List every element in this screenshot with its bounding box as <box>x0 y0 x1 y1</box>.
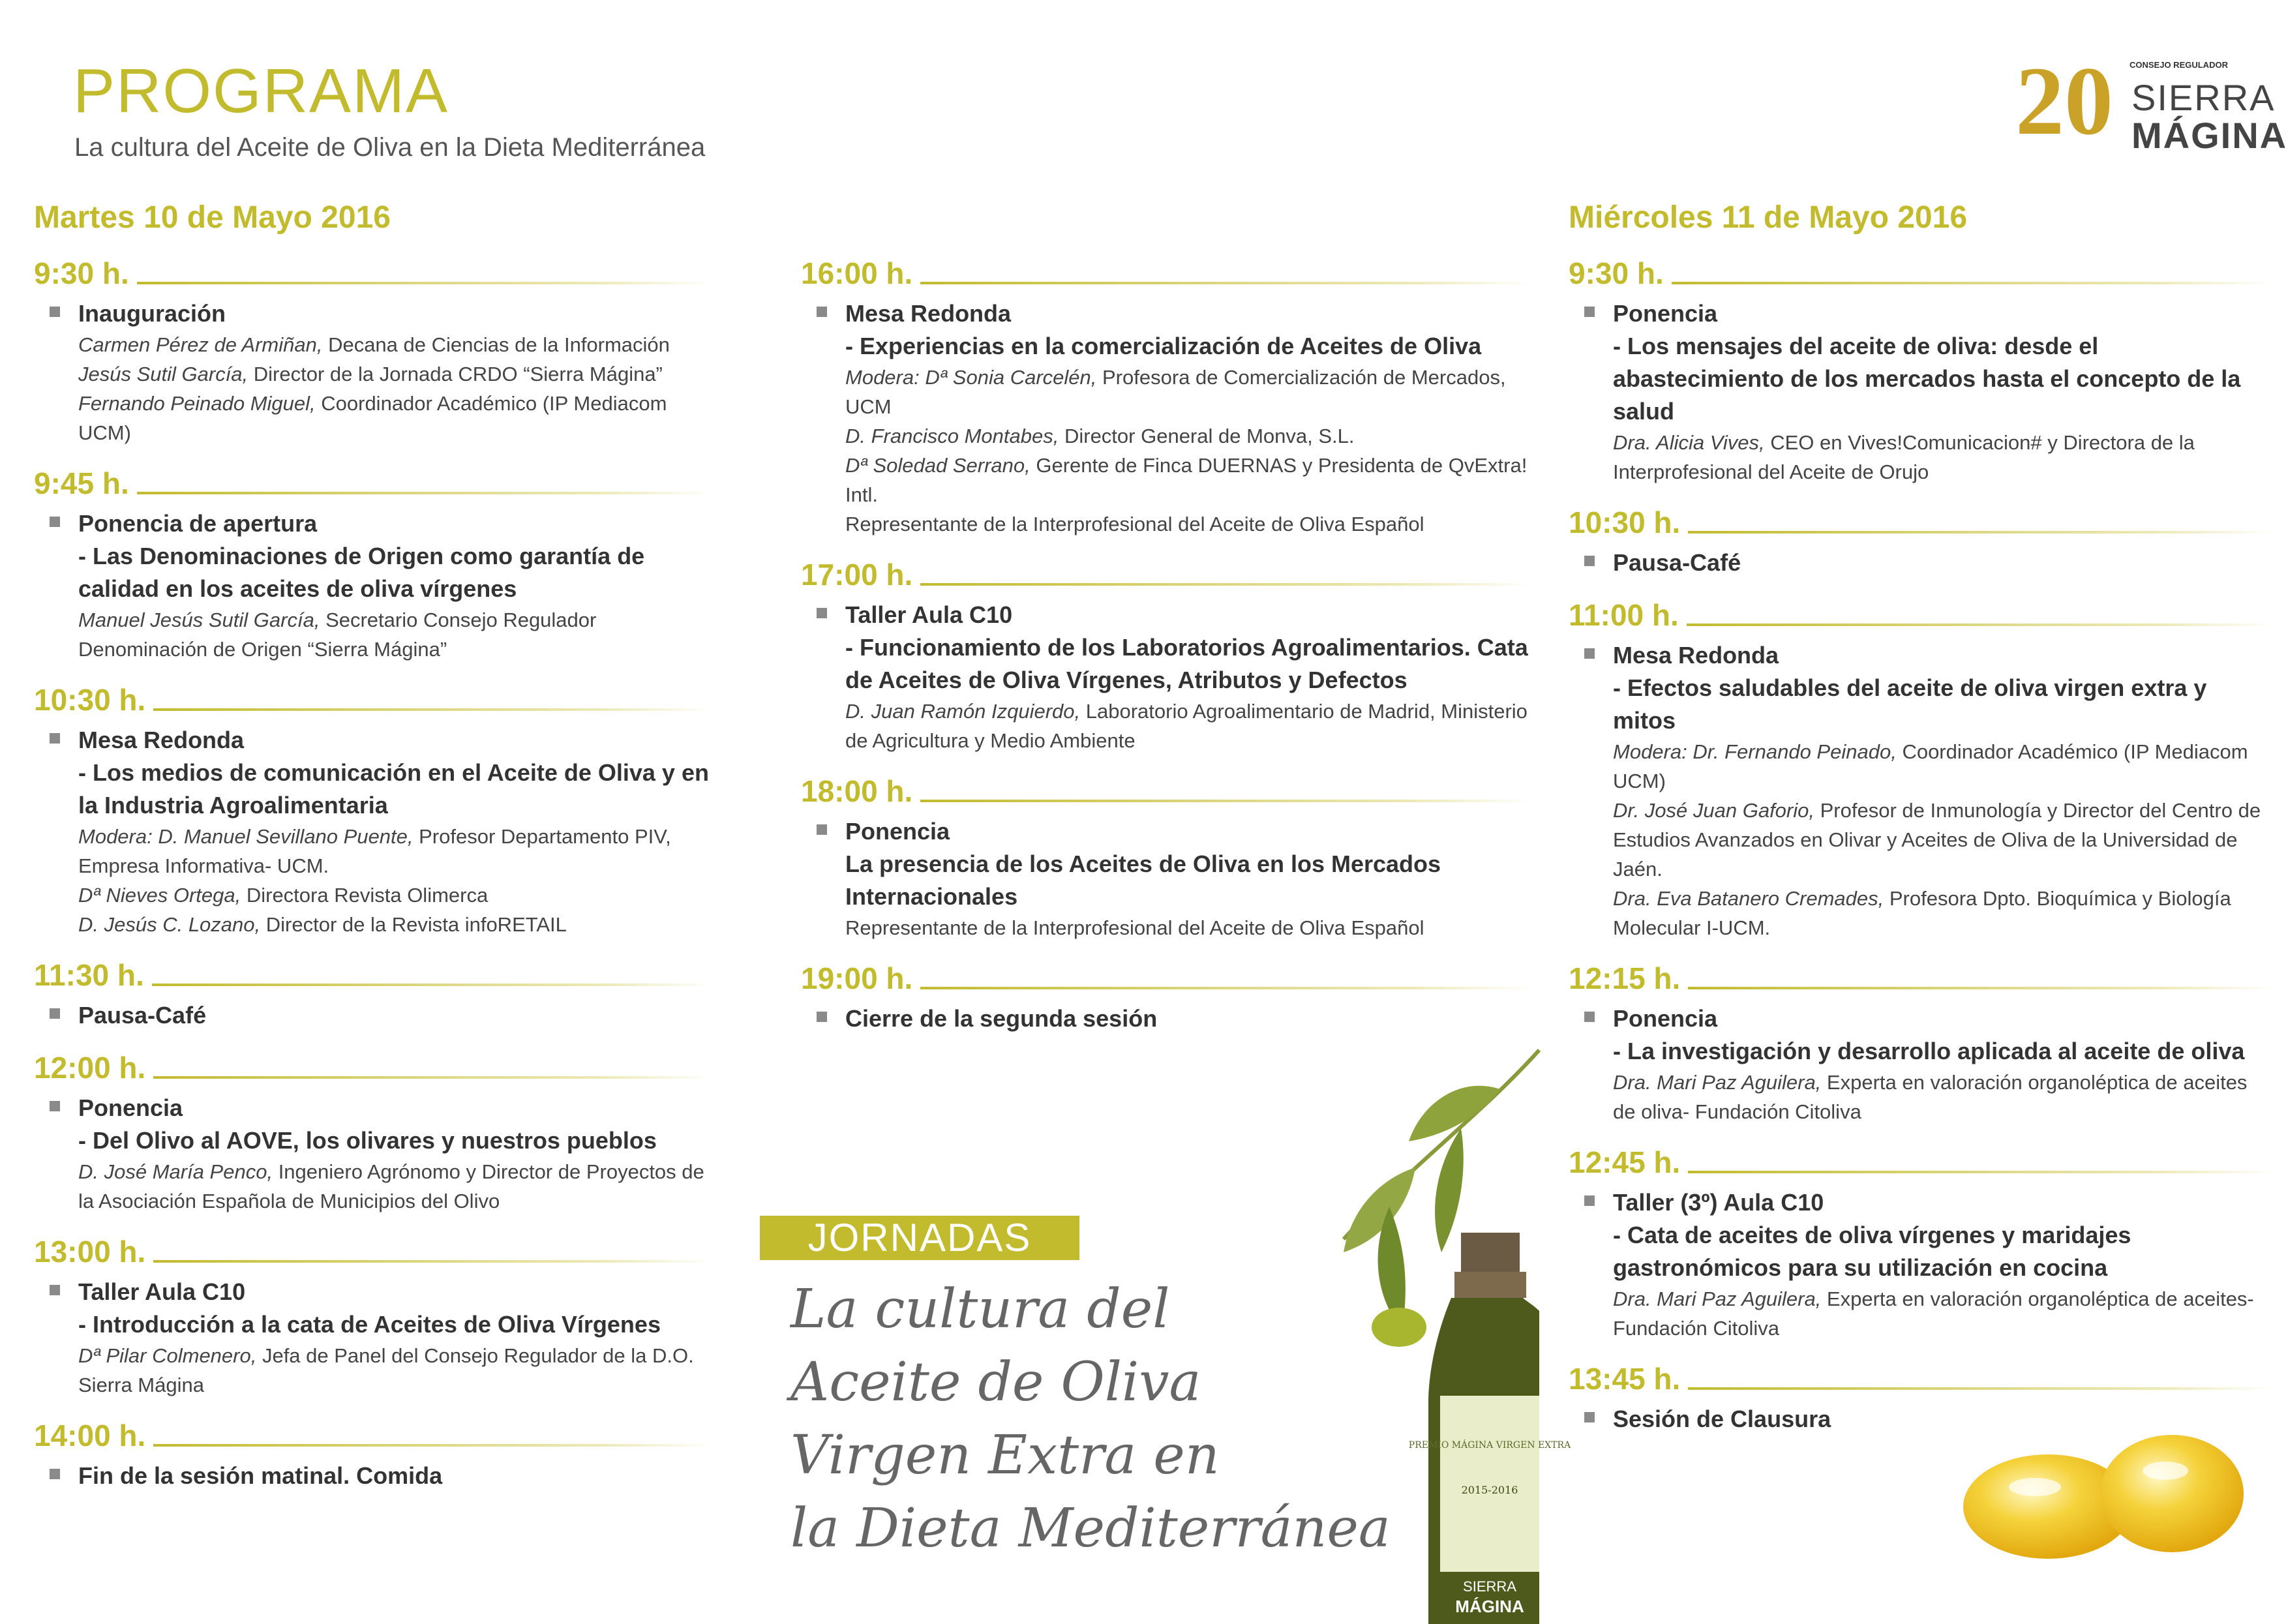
speaker-name: Carmen Pérez de Armiñan, <box>78 333 323 356</box>
jornadas-line-3: Virgen Extra en <box>790 1424 1220 1486</box>
speaker-role: Profesora de Comercialización de Mercados, UCM <box>845 366 1506 418</box>
speaker-name: Fernando Peinado Miguel, <box>78 392 316 415</box>
jornadas-line-1: La cultura del <box>790 1278 1170 1340</box>
logo-anniversary-number: 20 <box>2015 47 2113 155</box>
bullet-icon <box>50 1008 60 1019</box>
slot-kind: Sesión de Clausura <box>1613 1406 1831 1432</box>
slot-item <box>34 1092 712 1216</box>
bullet-icon <box>50 733 60 744</box>
bullet-icon <box>817 307 827 317</box>
bottle-label-year: 2015-2016 <box>1461 1484 1518 1496</box>
slot-kind: Ponencia de apertura <box>78 510 318 537</box>
logo-small-text: CONSEJO REGULADOR <box>2130 60 2228 70</box>
page-subtitle: La cultura del Aceite de Oliva en la Dieta Mediterránea <box>74 133 706 162</box>
sierra-magina-logo <box>2015 47 2288 156</box>
schedule-slot <box>34 1046 712 1216</box>
speaker-role: Secretario Consejo Regulador Denominación de Origen “Sierra Mágina” <box>78 609 597 661</box>
speaker-line <box>845 421 1531 451</box>
schedule-slot <box>801 553 1531 755</box>
time-rule <box>137 282 712 284</box>
time-rule <box>920 583 1531 586</box>
speaker-role: Coordinador Académico (IP Mediacom UCM) <box>78 392 667 444</box>
olive-bottle-illustration <box>1265 1037 1571 1624</box>
speaker-line <box>78 1341 712 1400</box>
slot-topic: - Introducción a la cata de Aceites de Oliva Vírgenes <box>78 1311 661 1338</box>
day1-morning-column <box>34 252 712 1492</box>
bullet-icon <box>1584 307 1595 317</box>
time-rule <box>920 987 1531 989</box>
speaker-line <box>78 605 712 664</box>
speaker-line <box>1613 428 2273 487</box>
slot-kind: Fin de la sesión matinal. Comida <box>78 1462 443 1489</box>
speaker-line <box>78 359 712 389</box>
speaker-line <box>845 363 1531 421</box>
time-rule <box>153 1076 712 1079</box>
speaker-role: Experta en valoración organoléptica de aceites de oliva- Fundación Citoliva <box>1613 1071 2248 1123</box>
speaker-role: Representante de la Interprofesional del Aceite de Oliva Español <box>845 513 1424 535</box>
speaker-line <box>1613 737 2273 796</box>
speaker-role: Experta en valoración organoléptica de aceites- Fundación Citoliva <box>1613 1287 2254 1340</box>
day1-title: Martes 10 de Mayo 2016 <box>34 200 391 235</box>
schedule-slot <box>801 252 1531 539</box>
time-line <box>801 252 1531 291</box>
speaker-name: Dra. Alicia Vives, <box>1613 431 1765 454</box>
slot-item <box>801 599 1531 755</box>
speaker-name: Jesús Sutil García, <box>78 363 248 385</box>
speaker-role: Profesor de Inmunología y Director del Centro de Estudios Avanzados en Olivar y Aceites de Oliva de la Universidad de Jaén. <box>1613 799 2261 880</box>
day1-afternoon-column <box>801 252 1531 1035</box>
schedule-slot <box>34 954 712 1032</box>
bullet-icon <box>817 608 827 618</box>
speaker-name: Dra. Mari Paz Aguilera, <box>1613 1287 1822 1310</box>
slot-time: 9:30 h. <box>1569 256 1664 290</box>
time-line <box>801 770 1531 809</box>
slot-topic: - Experiencias en la comercialización de Aceites de Oliva <box>845 333 1482 359</box>
bullet-icon <box>1584 1195 1595 1206</box>
bullet-icon <box>1584 648 1595 659</box>
slot-topic: - Funcionamiento de los Laboratorios Agroalimentarios. Cata de Aceites de Oliva Vírgenes, Atributos y Defectos <box>845 634 1528 693</box>
oil-bottle-icon <box>1428 1233 1539 1624</box>
speaker-line <box>845 509 1531 539</box>
speaker-line <box>1613 796 2273 884</box>
slot-topic: La presencia de los Aceites de Oliva en los Mercados Internacionales <box>845 850 1441 910</box>
slot-item <box>1569 297 2273 487</box>
page-title: PROGRAMA <box>73 56 449 126</box>
speaker-role: Jefa de Panel del Consejo Regulador de la D.O. Sierra Mágina <box>78 1344 694 1396</box>
bullet-icon <box>817 1012 827 1022</box>
bullet-icon <box>50 1101 60 1111</box>
time-rule <box>1688 987 2273 989</box>
speaker-role: Representante de la Interprofesional del Aceite de Oliva Español <box>845 916 1424 939</box>
speaker-role: Director General de Monva, S.L. <box>1059 425 1355 447</box>
speaker-name: Dª Soledad Serrano, <box>845 454 1031 477</box>
time-rule <box>1687 624 2273 626</box>
logo-magina: MÁGINA <box>2131 115 2288 156</box>
bullet-icon <box>817 824 827 835</box>
speaker-name: Dª Nieves Ortega, <box>78 884 241 907</box>
speaker-name: Dra. Mari Paz Aguilera, <box>1613 1071 1822 1094</box>
speaker-line <box>78 389 712 447</box>
speaker-name: Modera: D. Manuel Sevillano Puente, <box>78 825 414 848</box>
time-rule <box>1688 1171 2273 1173</box>
speaker-role: Ingeniero Agrónomo y Director de Proyectos de la Asociación Española de Municipios del Olivo <box>78 1160 704 1212</box>
slot-kind: Taller Aula C10 <box>78 1278 246 1305</box>
time-line <box>1569 1141 2273 1180</box>
schedule-slot <box>801 770 1531 942</box>
time-line <box>34 1046 712 1085</box>
slot-item <box>34 999 712 1032</box>
slot-time: 9:45 h. <box>34 466 129 500</box>
schedule-slot <box>801 957 1531 1035</box>
speaker-name: Modera: Dr. Fernando Peinado, <box>1613 740 1897 763</box>
schedule-slot <box>34 462 712 664</box>
bullet-icon <box>50 1285 60 1295</box>
speaker-role: Decana de Ciencias de la Información <box>322 333 670 356</box>
schedule-slot <box>1569 252 2273 487</box>
speaker-line <box>1613 1284 2273 1343</box>
bullet-icon <box>1584 1412 1595 1422</box>
slot-time: 11:30 h. <box>34 958 144 992</box>
slot-item <box>34 297 712 447</box>
slot-time: 10:30 h. <box>34 683 146 717</box>
slot-item <box>34 1460 712 1492</box>
slot-time: 11:00 h. <box>1569 598 1679 632</box>
schedule-slot <box>1569 594 2273 942</box>
time-rule <box>153 708 712 711</box>
time-line <box>34 678 712 717</box>
speaker-role: Directora Revista Olimerca <box>241 884 489 907</box>
time-line <box>1569 1357 2273 1396</box>
slot-kind: Ponencia <box>1613 300 1718 327</box>
slot-time: 13:00 h. <box>34 1235 146 1269</box>
bullet-icon <box>1584 556 1595 566</box>
slot-item <box>1569 1186 2273 1343</box>
slot-time: 10:30 h. <box>1569 505 1681 539</box>
speaker-name: Dr. José Juan Gaforio, <box>1613 799 1814 822</box>
day2-column <box>1569 252 2273 1436</box>
speaker-role: Profesora Dpto. Bioquímica y Biología Molecular I-UCM. <box>1613 887 2231 939</box>
time-line <box>801 957 1531 996</box>
slot-kind: Mesa Redonda <box>845 300 1012 327</box>
speaker-name: D. José María Penco, <box>78 1160 273 1183</box>
time-line <box>1569 594 2273 633</box>
schedule-slot <box>34 1414 712 1492</box>
bullet-icon <box>50 517 60 527</box>
slot-topic: - Las Denominaciones de Origen como garantía de calidad en los aceites de oliva vírgenes <box>78 543 645 602</box>
schedule-slot <box>34 1230 712 1400</box>
slot-topic: - La investigación y desarrollo aplicada al aceite de oliva <box>1613 1038 2245 1064</box>
time-line <box>34 1230 712 1269</box>
slot-item <box>801 815 1531 942</box>
slot-item <box>1569 1002 2273 1126</box>
slot-time: 12:15 h. <box>1569 961 1681 995</box>
speaker-line <box>1613 884 2273 942</box>
slot-item <box>34 1276 712 1400</box>
oil-drops-icon <box>1957 1415 2257 1572</box>
slot-item <box>34 507 712 664</box>
time-rule <box>153 1444 712 1447</box>
speaker-name: Dra. Eva Batanero Cremades, <box>1613 887 1884 910</box>
slot-time: 14:00 h. <box>34 1419 146 1452</box>
speaker-role: Profesor Departamento PIV, Empresa Informativa- UCM. <box>78 825 671 877</box>
slot-topic: - Del Olivo al AOVE, los olivares y nuestros pueblos <box>78 1127 657 1154</box>
speaker-name: D. Jesús C. Lozano, <box>78 913 261 936</box>
slot-item <box>1569 639 2273 942</box>
slot-item <box>801 297 1531 539</box>
slot-time: 12:45 h. <box>1569 1145 1681 1179</box>
speaker-name: Modera: Dª Sonia Carcelén, <box>845 366 1097 389</box>
time-line <box>34 462 712 501</box>
speaker-role: Gerente de Finca DUERNAS y Presidenta de QvExtra! Intl. <box>845 454 1528 506</box>
time-rule <box>152 984 712 986</box>
speaker-name: D. Juan Ramón Izquierdo, <box>845 700 1081 723</box>
slot-item <box>34 724 712 939</box>
slot-time: 19:00 h. <box>801 961 913 995</box>
slot-kind: Pausa-Café <box>78 1002 207 1029</box>
slot-topic: - Los medios de comunicación en el Aceite de Oliva y en la Industria Agroalimentaria <box>78 759 709 819</box>
schedule-slot <box>1569 1141 2273 1343</box>
bottle-label-top: PREMIO MÁGINA VIRGEN EXTRA <box>1408 1440 1571 1451</box>
speaker-line <box>845 697 1531 755</box>
speaker-line <box>1613 1068 2273 1126</box>
speaker-line <box>78 330 712 359</box>
speaker-line <box>845 913 1531 942</box>
speaker-line <box>845 451 1531 509</box>
slot-item <box>801 1002 1531 1035</box>
schedule-slot <box>1569 957 2273 1126</box>
bottle-label-brand1: SIERRA <box>1463 1578 1516 1595</box>
slot-kind: Mesa Redonda <box>78 727 245 753</box>
bullet-icon <box>50 1469 60 1479</box>
logo-sierra: SIERRA <box>2131 77 2276 118</box>
time-rule <box>920 800 1531 802</box>
jornadas-label: JORNADAS <box>760 1216 1079 1260</box>
schedule-slot <box>34 678 712 939</box>
speaker-line <box>78 1157 712 1216</box>
time-rule <box>1688 1387 2273 1390</box>
time-line <box>34 954 712 993</box>
speaker-role: CEO en Vives!Comunicacion# y Directora de la Interprofesional del Aceite de Orujo <box>1613 431 2195 483</box>
slot-time: 17:00 h. <box>801 558 913 592</box>
slot-time: 9:30 h. <box>34 256 129 290</box>
speaker-line <box>78 880 712 910</box>
speaker-line <box>78 822 712 880</box>
slot-kind: Ponencia <box>1613 1005 1718 1032</box>
speaker-role: Laboratorio Agroalimentario de Madrid, Ministerio de Agricultura y Medio Ambiente <box>845 700 1528 752</box>
bottle-label-brand2: MÁGINA <box>1455 1597 1524 1616</box>
schedule-slot <box>34 252 712 447</box>
schedule-slot <box>1569 501 2273 579</box>
speaker-role: Director de la Jornada CRDO “Sierra Mágina” <box>248 363 663 385</box>
jornadas-line-4: la Dieta Mediterránea <box>790 1497 1391 1559</box>
day2-title: Miércoles 11 de Mayo 2016 <box>1569 200 1968 235</box>
slot-time: 16:00 h. <box>801 256 913 290</box>
time-rule <box>137 492 712 494</box>
slot-kind: Taller (3º) Aula C10 <box>1613 1189 1824 1216</box>
slot-kind: Ponencia <box>78 1094 183 1121</box>
speaker-role: Director de la Revista infoRETAIL <box>260 913 567 936</box>
slot-kind: Inauguración <box>78 300 226 327</box>
jornadas-line-2: Aceite de Oliva <box>790 1351 1201 1413</box>
time-rule <box>1688 531 2273 534</box>
slot-topic: - Los mensajes del aceite de oliva: desde el abastecimiento de los mercados hasta el concepto de la salud <box>1613 333 2241 425</box>
speaker-name: Manuel Jesús Sutil García, <box>78 609 320 631</box>
time-line <box>1569 957 2273 996</box>
slot-kind: Pausa-Café <box>1613 549 1741 576</box>
time-line <box>34 1414 712 1453</box>
slot-kind: Mesa Redonda <box>1613 642 1779 669</box>
speaker-line <box>78 910 712 939</box>
time-rule <box>153 1260 712 1263</box>
slot-kind: Cierre de la segunda sesión <box>845 1005 1158 1032</box>
time-rule <box>1672 282 2273 284</box>
bullet-icon <box>1584 1012 1595 1022</box>
time-line <box>801 553 1531 592</box>
speaker-name: D. Francisco Montabes, <box>845 425 1059 447</box>
speaker-role: Coordinador Académico (IP Mediacom UCM) <box>1613 740 2248 792</box>
slot-topic: - Cata de aceites de oliva vírgenes y maridajes gastronómicos para su utilización en cocina <box>1613 1222 2131 1281</box>
bullet-icon <box>50 307 60 317</box>
slot-kind: Ponencia <box>845 818 950 845</box>
slot-topic: - Efectos saludables del aceite de oliva virgen extra y mitos <box>1613 674 2207 734</box>
time-line <box>1569 501 2273 540</box>
slot-time: 13:45 h. <box>1569 1362 1681 1396</box>
slot-time: 18:00 h. <box>801 774 913 808</box>
slot-item <box>1569 547 2273 579</box>
time-line <box>34 252 712 291</box>
time-line <box>1569 252 2273 291</box>
time-rule <box>920 282 1531 284</box>
slot-kind: Taller Aula C10 <box>845 601 1013 628</box>
slot-time: 12:00 h. <box>34 1051 146 1085</box>
speaker-name: Dª Pilar Colmenero, <box>78 1344 257 1367</box>
